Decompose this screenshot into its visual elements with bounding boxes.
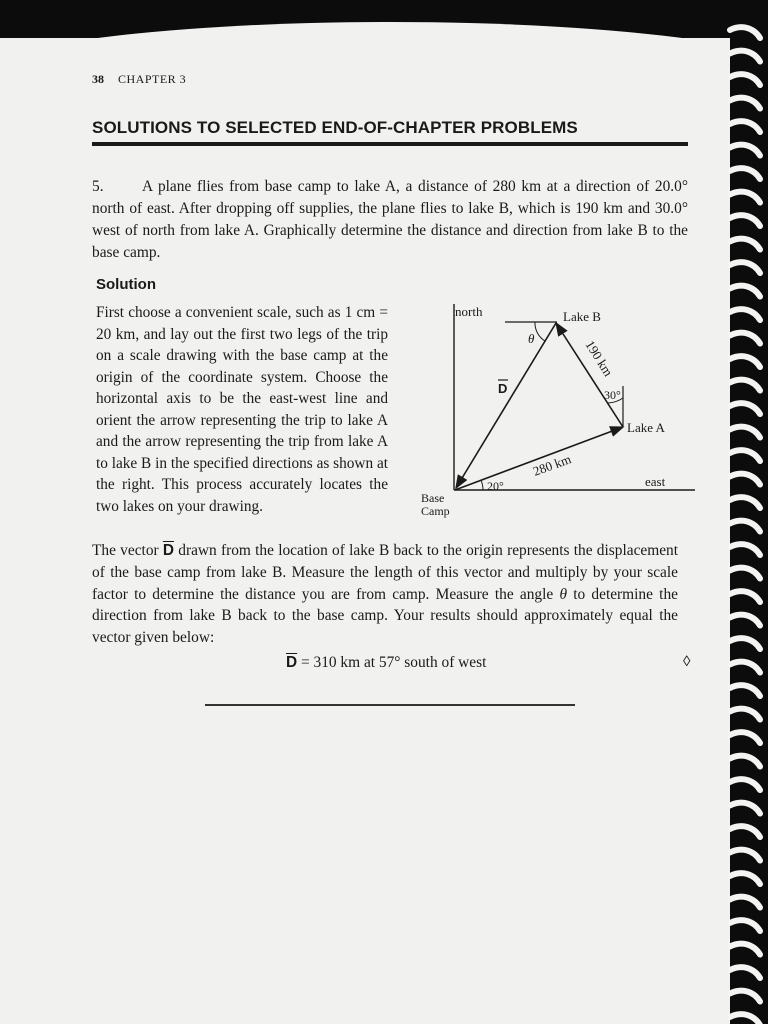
spiral-coil: [730, 685, 760, 696]
angle-30-label: 30°: [604, 388, 621, 402]
spiral-coil: [730, 192, 760, 203]
spiral-coil: [730, 779, 760, 790]
end-of-solution-mark: ◊: [683, 654, 691, 670]
spiral-coil: [730, 662, 760, 673]
spiral-coil: [730, 497, 760, 508]
spiral-coil: [730, 309, 760, 320]
spiral-coil: [730, 756, 760, 767]
spiral-coil: [730, 1014, 760, 1024]
paragraph-2-part-c: to determine the direction from lake B back to the base camp. Your results should approximately equal the vector given below:: [92, 585, 678, 647]
paragraph-2-part-a: The vector: [92, 542, 163, 559]
spiral-coil: [730, 568, 760, 579]
angle-theta-arc: [535, 322, 545, 341]
title-underline: [92, 142, 688, 146]
theta-symbol: θ: [559, 585, 567, 603]
spiral-coil: [730, 920, 760, 931]
result-equation: [286, 654, 486, 672]
vector-280km: [455, 427, 623, 490]
angle-20-arc: [481, 480, 483, 490]
spiral-coil: [730, 121, 760, 132]
theta-label: θ: [528, 331, 535, 346]
spiral-coil: [730, 333, 760, 344]
spiral-coil: [730, 615, 760, 626]
problem-number: 5.: [92, 178, 104, 195]
page-number: 38: [92, 72, 104, 86]
spiral-coil: [730, 403, 760, 414]
problem-text: A plane flies from base camp to lake A, a distance of 280 km at a direction of 20.0° north of east. After dropping off supplies, the plane flies to lake B, which is 190 km and 30.0° west of north from lake A. Graphically determine the distance and direction from lake B to the base camp.: [92, 178, 688, 261]
d-label: D: [498, 381, 508, 396]
running-header: [92, 72, 186, 87]
spiral-coil: [730, 850, 760, 861]
spiral-coil: [730, 27, 760, 38]
vector-d-symbol: $\overline{D}$: [162, 542, 175, 559]
section-title: SOLUTIONS TO SELECTED END-OF-CHAPTER PROBLEMS: [92, 118, 578, 137]
spiral-coil: [730, 450, 760, 461]
spiral-coil: [730, 286, 760, 297]
spiral-coil: [730, 262, 760, 273]
spiral-coil: [730, 98, 760, 109]
spiral-coil: [730, 732, 760, 743]
spiral-coil: [730, 638, 760, 649]
spiral-coil: [730, 239, 760, 250]
spiral-coil: [730, 803, 760, 814]
spiral-coil: [730, 591, 760, 602]
spiral-coil: [730, 474, 760, 485]
spiral-binding: [708, 0, 768, 1024]
spiral-coil: [730, 544, 760, 555]
spiral-coil: [730, 991, 760, 1002]
camp-label: Camp: [421, 504, 450, 518]
spiral-coil: [730, 944, 760, 955]
chapter-label: CHAPTER 3: [118, 72, 187, 86]
spiral-coil: [730, 427, 760, 438]
east-label: east: [645, 474, 666, 489]
vector-190km: [556, 323, 623, 427]
spiral-coil: [730, 826, 760, 837]
base-label: Base: [421, 491, 445, 505]
paragraph-2-part-b: drawn from the location of lake B back to the origin represents the displacement of the base camp from lake B. Measure the length of this vector and multiply by your scale factor to determine the distance you are from camp. Measure the angle: [92, 542, 679, 603]
vector-diagram: [405, 296, 695, 526]
end-rule: [205, 704, 575, 706]
spiral-coil: [730, 521, 760, 532]
spiral-coil: [730, 168, 760, 179]
solution-heading: Solution: [96, 276, 156, 293]
spiral-coil: [730, 897, 760, 908]
distance-190-label: 190 km: [582, 337, 617, 379]
solution-paragraph-1: First choose a convenient scale, such as 1 cm = 20 km, and lay out the first two legs of the trip on a scale drawing with the base camp at the origin of the coordinate system. Choose the horizontal axis to be the east-west line and orient the arrow representing the trip to lake A and the arrow representing the trip from lake A to lake B in the specified directions as shown at the right. This process accurately locates the two lakes on your drawing.: [96, 304, 388, 515]
spiral-coil: [730, 145, 760, 156]
spiral-coil: [730, 215, 760, 226]
problem-statement: [92, 176, 688, 264]
spiral-coil: [730, 873, 760, 884]
distance-280-label: 280 km: [530, 451, 574, 479]
lake-b-label: Lake B: [563, 309, 601, 324]
angle-20-label: 20°: [487, 479, 504, 493]
spiral-coil: [730, 967, 760, 978]
result-text: = 310 km at 57° south of west: [297, 654, 487, 671]
spiral-coil: [730, 74, 760, 85]
solution-paragraph-2: [92, 540, 678, 649]
north-label: north: [455, 304, 483, 319]
spiral-coil: [730, 51, 760, 62]
spiral-coil: [730, 380, 760, 391]
lake-a-label: Lake A: [627, 420, 665, 435]
spiral-coil: [730, 709, 760, 720]
result-vector-symbol: $\overline{D}$: [286, 654, 298, 671]
spiral-coil: [730, 356, 760, 367]
